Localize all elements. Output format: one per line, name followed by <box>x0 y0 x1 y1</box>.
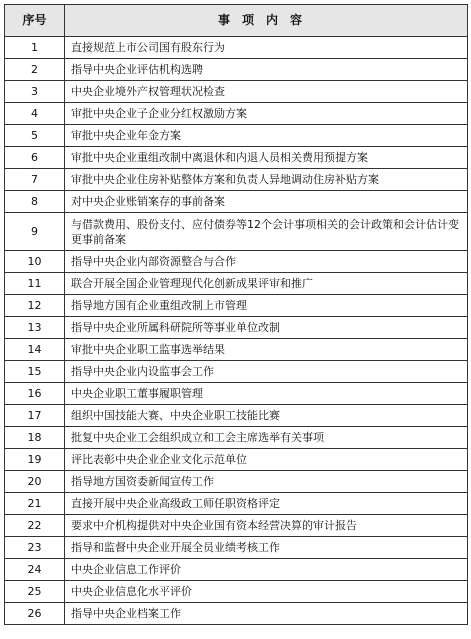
row-matter-text: 直接规范上市公司国有股东行为 <box>65 37 468 59</box>
table-row <box>5 125 468 147</box>
row-matter-text: 中央企业职工董事履职管理 <box>65 383 468 405</box>
row-matter-text: 联合开展全国企业管理现代化创新成果评审和推广 <box>65 273 468 295</box>
row-serial-number: 25 <box>5 581 65 603</box>
matters-table <box>4 4 468 625</box>
table-body <box>5 37 468 625</box>
row-serial-number: 13 <box>5 317 65 339</box>
row-serial-number: 7 <box>5 169 65 191</box>
row-matter-text: 组织中国技能大赛、中央企业职工技能比赛 <box>65 405 468 427</box>
row-matter-text: 中央企业信息化水平评价 <box>65 581 468 603</box>
row-matter-text: 审批中央企业子企业分红权激励方案 <box>65 103 468 125</box>
table-row <box>5 581 468 603</box>
row-serial-number: 11 <box>5 273 65 295</box>
row-serial-number: 18 <box>5 427 65 449</box>
table-row <box>5 361 468 383</box>
table-row <box>5 213 468 251</box>
row-serial-number: 12 <box>5 295 65 317</box>
table-row <box>5 147 468 169</box>
row-serial-number: 3 <box>5 81 65 103</box>
table-row <box>5 103 468 125</box>
row-serial-number: 17 <box>5 405 65 427</box>
table-row <box>5 81 468 103</box>
row-matter-text: 批复中央企业工会组织成立和工会主席选举有关事项 <box>65 427 468 449</box>
row-matter-text: 指导中央企业评估机构选聘 <box>65 59 468 81</box>
row-matter-text: 指导中央企业档案工作 <box>65 603 468 625</box>
row-matter-text: 与借款费用、股份支付、应付债券等12个会计事项相关的会计政策和会计估计变更事前备案 <box>65 213 468 251</box>
row-serial-number: 22 <box>5 515 65 537</box>
table-row <box>5 471 468 493</box>
table-row <box>5 59 468 81</box>
row-serial-number: 26 <box>5 603 65 625</box>
row-matter-text: 指导中央企业内设监事会工作 <box>65 361 468 383</box>
row-matter-text: 指导地方国资委新闻宣传工作 <box>65 471 468 493</box>
row-serial-number: 1 <box>5 37 65 59</box>
row-serial-number: 2 <box>5 59 65 81</box>
row-matter-text: 直接开展中央企业高级政工师任职资格评定 <box>65 493 468 515</box>
table-row <box>5 383 468 405</box>
row-serial-number: 23 <box>5 537 65 559</box>
row-matter-text: 中央企业信息工作评价 <box>65 559 468 581</box>
table-row <box>5 251 468 273</box>
row-serial-number: 10 <box>5 251 65 273</box>
row-matter-text: 审批中央企业职工监事选举结果 <box>65 339 468 361</box>
row-serial-number: 24 <box>5 559 65 581</box>
table-row <box>5 603 468 625</box>
header-serial-number: 序号 <box>5 5 65 37</box>
row-serial-number: 19 <box>5 449 65 471</box>
row-serial-number: 16 <box>5 383 65 405</box>
row-serial-number: 5 <box>5 125 65 147</box>
table-row <box>5 273 468 295</box>
row-matter-text: 指导地方国有企业重组改制上市管理 <box>65 295 468 317</box>
table-row <box>5 537 468 559</box>
table-row <box>5 169 468 191</box>
table-row <box>5 449 468 471</box>
table-row <box>5 515 468 537</box>
row-matter-text: 审批中央企业重组改制中离退休和内退人员相关费用预提方案 <box>65 147 468 169</box>
table-row <box>5 493 468 515</box>
table-row <box>5 405 468 427</box>
table-header-row <box>5 5 468 37</box>
row-matter-text: 审批中央企业年金方案 <box>65 125 468 147</box>
row-matter-text: 要求中介机构提供对中央企业国有资本经营决算的审计报告 <box>65 515 468 537</box>
table-row <box>5 37 468 59</box>
header-matter-content: 事项内容 <box>65 5 468 37</box>
row-matter-text: 审批中央企业住房补贴整体方案和负责人异地调动住房补贴方案 <box>65 169 468 191</box>
row-serial-number: 9 <box>5 213 65 251</box>
row-matter-text: 评比表彰中央企业企业文化示范单位 <box>65 449 468 471</box>
row-matter-text: 指导中央企业所属科研院所等事业单位改制 <box>65 317 468 339</box>
row-matter-text: 中央企业境外产权管理状况检查 <box>65 81 468 103</box>
row-serial-number: 14 <box>5 339 65 361</box>
table-row <box>5 295 468 317</box>
row-serial-number: 8 <box>5 191 65 213</box>
table-row <box>5 317 468 339</box>
row-serial-number: 15 <box>5 361 65 383</box>
row-serial-number: 6 <box>5 147 65 169</box>
table-row <box>5 559 468 581</box>
table-row <box>5 191 468 213</box>
row-serial-number: 20 <box>5 471 65 493</box>
row-matter-text: 对中央企业账销案存的事前备案 <box>65 191 468 213</box>
row-matter-text: 指导中央企业内部资源整合与合作 <box>65 251 468 273</box>
row-matter-text: 指导和监督中央企业开展全员业绩考核工作 <box>65 537 468 559</box>
row-serial-number: 21 <box>5 493 65 515</box>
row-serial-number: 4 <box>5 103 65 125</box>
table-row <box>5 339 468 361</box>
table-row <box>5 427 468 449</box>
